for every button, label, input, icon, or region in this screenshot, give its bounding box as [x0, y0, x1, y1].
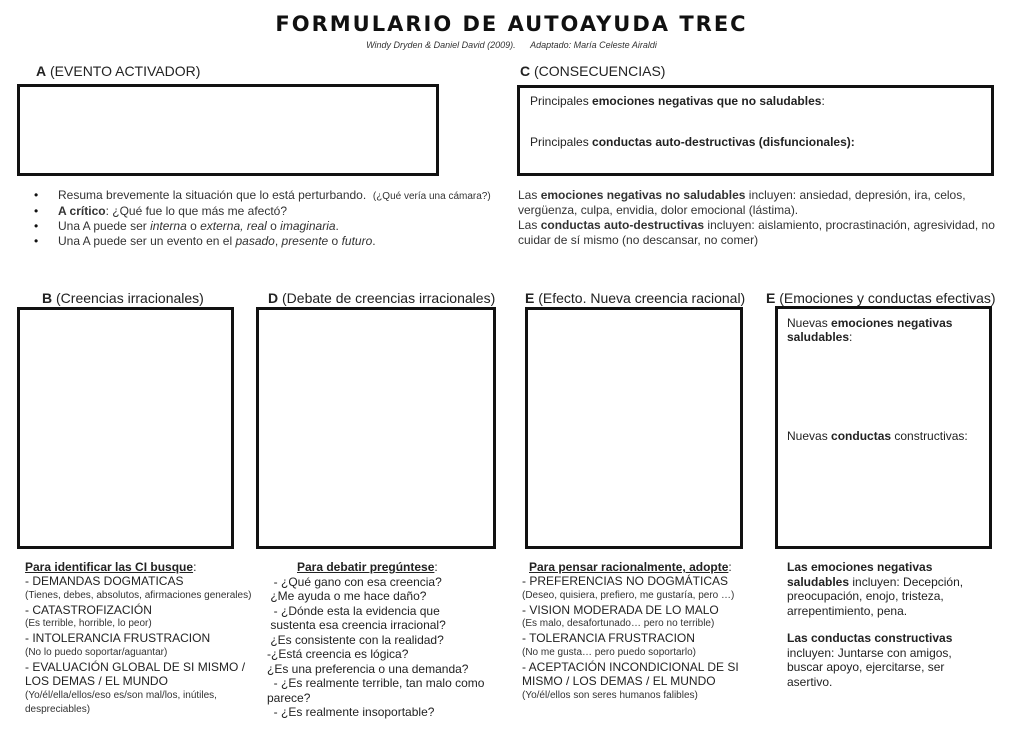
section-a-letter: A — [36, 63, 47, 79]
credit-authors: Windy Dryden & Daniel David (2009). — [366, 40, 516, 50]
section-d-letter: D — [268, 290, 279, 306]
section-c-info — [518, 188, 1003, 248]
form-credits — [0, 40, 1023, 50]
self-defeating-behaviors-prompt: Principales conductas auto-destructivas (disfuncionales): — [530, 135, 855, 149]
section-a-guidelines — [20, 188, 520, 249]
guideline-item: • A crítico: ¿Qué fue lo que más me afectó? — [20, 204, 520, 219]
section-e1-letter: E — [525, 290, 535, 306]
healthy-emotions-info: Las emociones negativas saludables incluyen: Decepción, preocupación, enojo, tristeza, arrepentimiento, pena. — [787, 560, 964, 618]
section-e2-letter: E — [766, 290, 776, 306]
form-title: FORMULARIO DE AUTOAYUDA TREC — [275, 12, 748, 36]
section-b-letter: B — [42, 290, 53, 306]
section-e2-info — [787, 560, 987, 689]
section-e2-label: (Emociones y conductas efectivas) — [779, 290, 996, 306]
hint-line: - CATASTROFIZACIÓN — [25, 602, 152, 617]
self-defeating-behaviors-info: Las conductas auto-destructivas incluyen: aislamiento, procrastinación, agresividad, no cuidar de sí mismo (no descansar, no comer) — [518, 218, 995, 247]
section-b-hints: Para identificar las CI busque: - DEMANDAS DOGMATICAS (Tienes, debes, absolutos, afirmaciones generales) - CATASTROFIZACIÓN (Es terrible, horrible, lo peor) - INTOLERANCIA FRUSTRACION (No lo puedo soportar/aguantar) - EVALUACIÓN GLOBAL DE SI MISMO / LOS DEMAS / EL MUNDO (Yo/él/ella/ellos/eso es/son mal/los, inútiles, despreciables) — [25, 560, 255, 717]
section-e2-heading — [766, 290, 996, 306]
hint-line: (Yo/él/ella/ellos/eso es/son mal/los, inútiles, despreciables) — [25, 689, 217, 715]
section-c-heading — [520, 63, 665, 79]
irrational-beliefs-field[interactable] — [20, 310, 231, 546]
hint-line: ¿Es una preferencia o una demanda? — [267, 661, 469, 676]
guideline-item: • Una A puede ser interna o externa, real o imaginaria. — [20, 219, 520, 234]
disputation-field[interactable] — [259, 310, 493, 546]
hint-line: - ¿Es realmente terrible, tan malo como parece? — [267, 676, 488, 705]
activating-event-field[interactable] — [20, 87, 436, 173]
hint-line: sustenta esa creencia irracional? — [267, 618, 446, 632]
hint-line: ¿Es consistente con la realidad? — [267, 632, 444, 647]
section-c-input-box[interactable] — [517, 85, 994, 176]
hint-line: (No me gusta… pero puedo soportarlo) — [522, 646, 696, 658]
unhealthy-emotions-info: Las emociones negativas no saludables incluyen: ansiedad, depresión, ira, celos, vergüenza, culpa, envidia, dolor emocional (lástima). — [518, 188, 966, 217]
hint-line: - TOLERANCIA FRUSTRACION — [522, 631, 695, 646]
section-d-hint-title: Para debatir pregúntese — [297, 560, 435, 574]
hint-line: - ¿Qué gano con esa creencia? — [267, 574, 442, 589]
section-b-label: (Creencias irracionales) — [56, 290, 204, 306]
section-a-label: (EVENTO ACTIVADOR) — [50, 63, 201, 79]
section-b-hint-title: Para identificar las CI busque — [25, 560, 194, 574]
hint-line: - EVALUACIÓN GLOBAL DE SI MISMO / LOS DEMAS / EL MUNDO — [25, 660, 246, 689]
hint-line: (Es malo, desafortunado… pero no terrible) — [522, 618, 715, 630]
constructive-behaviors-info: Las conductas constructivas incluyen: Juntarse con amigos, buscar apoyo, ejercitarse, ser asertivo. — [787, 631, 953, 689]
section-d-label: (Debate de creencias irracionales) — [282, 290, 496, 306]
hint-line: (Es terrible, horrible, lo peor) — [25, 618, 152, 630]
hint-line: (Deseo, quisiera, prefiero, me gustaría, pero …) — [522, 589, 735, 601]
healthy-emotions-prompt: Nuevas emociones negativas saludables: — [787, 316, 953, 344]
hint-line: ¿Me ayuda o me hace daño? — [267, 589, 427, 603]
unhealthy-emotions-prompt: Principales emociones negativas que no saludables: — [530, 94, 825, 108]
hint-line: -¿Está creencia es lógica? — [267, 647, 409, 661]
section-e1-input-box[interactable] — [525, 307, 743, 549]
section-e1-heading — [525, 290, 745, 306]
guideline-item: • Una A puede ser un evento en el pasado, presente o futuro. — [20, 234, 520, 249]
section-d-input-box[interactable] — [256, 307, 496, 549]
section-a-input-box[interactable] — [17, 84, 439, 176]
hint-line: - INTOLERANCIA FRUSTRACION — [25, 631, 211, 646]
hint-line: - DEMANDAS DOGMATICAS — [25, 574, 184, 589]
hint-line: - ¿Es realmente insoportable? — [267, 705, 435, 719]
section-d-heading — [268, 290, 495, 306]
section-b-heading — [42, 290, 204, 306]
constructive-behaviors-prompt: Nuevas conductas constructivas: — [787, 429, 968, 443]
hint-line: (Tienes, debes, absolutos, afirmaciones generales) — [25, 589, 252, 601]
section-c-label: (CONSECUENCIAS) — [534, 63, 666, 79]
hint-line: - PREFERENCIAS NO DOGMÁTICAS — [522, 574, 729, 589]
rational-belief-field[interactable] — [528, 310, 740, 546]
section-c-letter: C — [520, 63, 531, 79]
credit-adapted: Adaptado: María Celeste Airaldi — [530, 40, 657, 50]
section-e1-hints: Para pensar racionalmente, adopte: - PREFERENCIAS NO DOGMÁTICAS (Deseo, quisiera, prefiero, me gustaría, pero …) - VISION MODERADA DE LO MALO (Es malo, desafortunado… pero no terrible) - TOLERANCIA FRUSTRACION (No me gusta… pero puedo soportarlo) - ACEPTACIÓN INCONDICIONAL DE SI MISMO / LOS DEMAS / EL MUNDO (Yo/él/ellos son seres humanos falibles) — [522, 560, 772, 703]
section-e1-hint-title: Para pensar racionalmente, adopte — [529, 560, 729, 574]
hint-line: - VISION MODERADA DE LO MALO — [522, 602, 719, 617]
hint-line: (No lo puedo soportar/aguantar) — [25, 646, 168, 658]
guideline-item: • Resuma brevemente la situación que lo está perturbando. (¿Qué vería una cámara?) — [20, 188, 520, 204]
hint-line: - ACEPTACIÓN INCONDICIONAL DE SI MISMO / LOS DEMAS / EL MUNDO — [522, 660, 739, 689]
section-d-hints: Para debatir pregúntese: - ¿Qué gano con esa creencia? ¿Me ayuda o me hace daño? - ¿Dónde esta la evidencia que sustenta esa creencia irracional? ¿Es consistente con la realidad? -¿Está creencia es lógica? ¿Es una preferencia o una demanda? - ¿Es realmente terrible, tan malo como parece? - ¿Es realmente insoportable? — [267, 560, 507, 720]
hint-line: (Yo/él/ellos son seres humanos falibles) — [522, 689, 698, 701]
section-a-heading — [36, 63, 200, 79]
section-e1-label: (Efecto. Nueva creencia racional) — [538, 290, 746, 306]
hint-line: - ¿Dónde esta la evidencia que — [267, 603, 440, 618]
section-b-input-box[interactable] — [17, 307, 234, 549]
section-e2-input-box[interactable] — [775, 306, 992, 549]
